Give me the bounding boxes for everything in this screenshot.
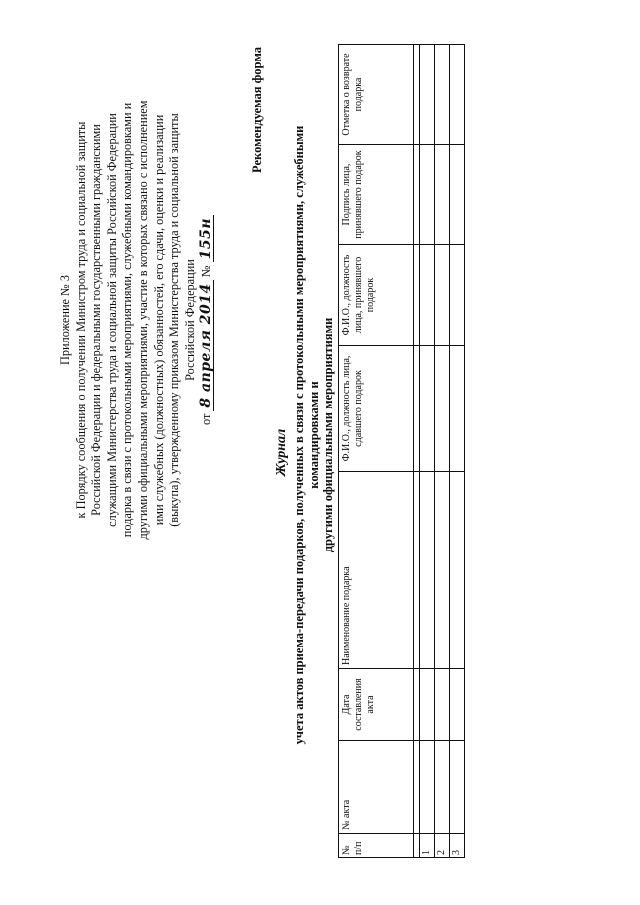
journal-table xyxy=(338,44,465,858)
appendix-line: Российской Федерации и федеральными государственными гражданскими xyxy=(89,124,104,516)
table-cell[interactable] xyxy=(420,741,435,834)
journal-subtitle-line-2: другими официальными мероприятиями xyxy=(321,317,335,553)
table-cell[interactable] xyxy=(435,741,450,834)
appendix-line: к Порядку сообщения о получении Министром труда и социальной защиты xyxy=(73,121,88,519)
table-cell[interactable] xyxy=(420,346,435,472)
table-row xyxy=(420,45,435,858)
table-cell[interactable] xyxy=(450,346,465,472)
appendix-line: ими служебных (должностных) обязанностей, его сдачи, оценки и реализации xyxy=(151,114,166,526)
col-header-act-number: № акта xyxy=(339,741,414,834)
recommended-form-label: Рекомендуемая форма xyxy=(250,47,264,173)
journal-subtitle-line-1: учета актов приема-передачи подарков, полученных в связи с протокольными мероприятиями, служебными командировками и xyxy=(292,125,321,745)
table-cell[interactable] xyxy=(450,45,465,145)
appendix-line: служащими Министерства труда и социальной защиты Российской Федерации xyxy=(104,113,119,527)
handwritten-number: 155н xyxy=(200,215,214,262)
table-cell[interactable] xyxy=(450,741,465,834)
col-header-gift-name: Наименование подарка xyxy=(339,472,414,669)
appendix-line: Российской Федерации xyxy=(182,259,197,381)
date-prefix: от xyxy=(199,413,214,426)
journal-subtitle xyxy=(292,85,336,785)
row-number: 1 xyxy=(420,834,435,858)
col-header-giver: Ф.И.О., должность лица, сдавшего подарок xyxy=(339,346,414,472)
col-header-receiver: Ф.И.О., должность лица, принявшего подарок xyxy=(339,245,414,346)
table-cell[interactable] xyxy=(435,45,450,145)
table-cell[interactable] xyxy=(420,472,435,669)
table-cell[interactable] xyxy=(435,669,450,741)
table-cell[interactable] xyxy=(435,472,450,669)
order-date-row xyxy=(199,50,215,590)
table-cell[interactable] xyxy=(420,45,435,145)
number-prefix: № xyxy=(199,265,214,278)
table-cell[interactable] xyxy=(420,245,435,346)
table-row xyxy=(435,45,450,858)
col-header-return-mark: Отметка о возврате подарка xyxy=(339,45,414,145)
col-header-receiver-signature: Подпись лица, принявшего подарок xyxy=(339,145,414,245)
appendix-line: (выкупа), утвержденному приказом Министерства труда и социальной защиты xyxy=(167,113,182,527)
journal-title: Журнал xyxy=(274,428,289,477)
handwritten-date: 8 апреля 2014 xyxy=(200,280,214,410)
table-cell[interactable] xyxy=(450,669,465,741)
table-cell[interactable] xyxy=(435,346,450,472)
table-cell[interactable] xyxy=(420,145,435,245)
col-header-number: № п/п xyxy=(339,834,414,858)
table-cell[interactable] xyxy=(450,245,465,346)
table-row xyxy=(450,45,465,858)
table-cell[interactable] xyxy=(435,145,450,245)
appendix-block xyxy=(58,50,215,590)
table-cell[interactable] xyxy=(450,145,465,245)
appendix-line: другими официальными мероприятиями, участие в которых связано с исполнением xyxy=(135,100,150,540)
table-cell[interactable] xyxy=(450,472,465,669)
table-cell[interactable] xyxy=(420,669,435,741)
row-number: 3 xyxy=(450,834,465,858)
col-header-act-date: Дата составления акта xyxy=(339,669,414,741)
appendix-line: подарка в связи с протокольными мероприятиями, служебными командировками и xyxy=(120,102,135,538)
row-number: 2 xyxy=(435,834,450,858)
appendix-line: Приложение № 3 xyxy=(58,274,72,366)
table-header-row xyxy=(339,45,414,858)
table-cell[interactable] xyxy=(435,245,450,346)
